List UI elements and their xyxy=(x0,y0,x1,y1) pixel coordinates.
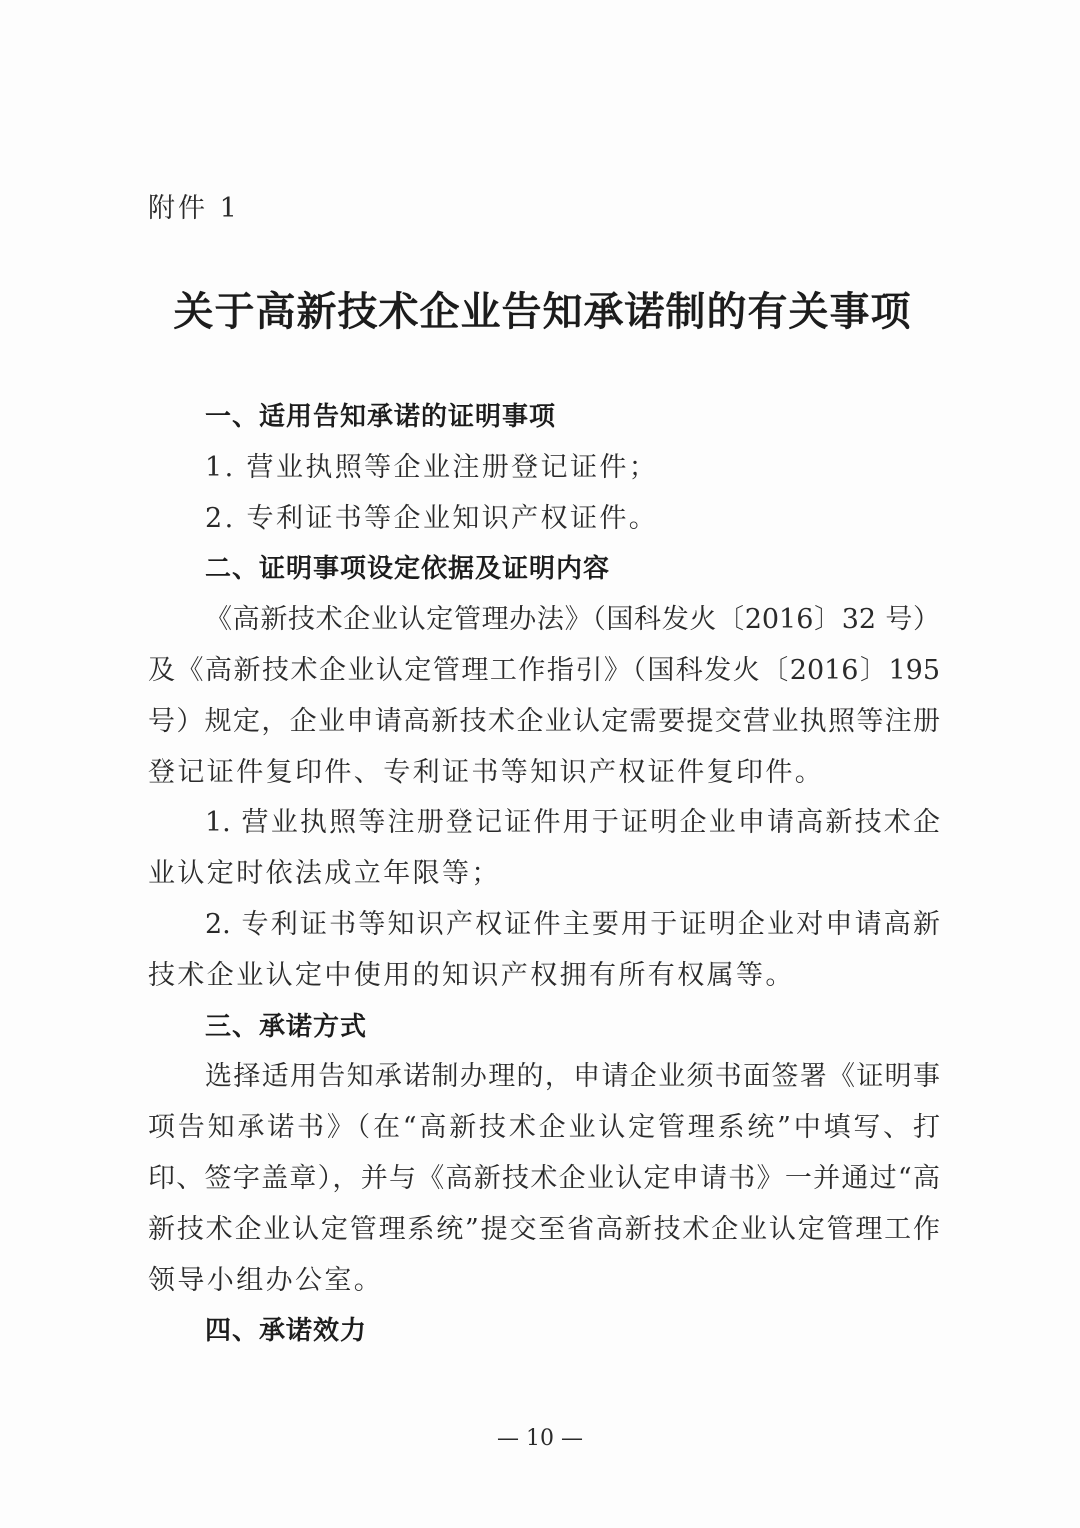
list-item: 2. 专利证书等企业知识产权证件。 xyxy=(205,502,659,534)
list-item: 1. 营业执照等企业注册登记证件； xyxy=(205,451,659,483)
paragraph-line: 1. 营业执照等注册登记证件用于证明企业申请高新技术企 xyxy=(205,807,940,839)
paragraph-line: 业认定时依法成立年限等； xyxy=(148,858,501,890)
attachment-label: 附件 1 xyxy=(148,193,240,224)
paragraph-line: 技术企业认定中使用的知识产权拥有所有权属等。 xyxy=(148,959,795,991)
section-heading: 四、承诺效力 xyxy=(205,1316,368,1347)
document-body xyxy=(148,392,940,1357)
paragraph-line: 项告知承诺书》（在“高新技术企业认定管理系统”中填写、打 xyxy=(148,1112,940,1144)
paragraph-line: 新技术企业认定管理系统”提交至省高新技术企业认定管理工作 xyxy=(148,1213,940,1245)
paragraph-line: 《高新技术企业认定管理办法》（国科发火〔2016〕32 号） xyxy=(205,604,940,636)
paragraph-line: 选择适用告知承诺制办理的，申请企业须书面签署《证明事 xyxy=(205,1061,940,1093)
paragraph-line: 印、签字盖章），并与《高新技术企业认定申请书》一并通过“高 xyxy=(148,1162,940,1194)
section-heading: 二、证明事项设定依据及证明内容 xyxy=(205,554,611,585)
paragraph-line: 及《高新技术企业认定管理工作指引》（国科发火〔2016〕195 xyxy=(148,654,940,686)
section-heading: 三、承诺方式 xyxy=(205,1011,368,1042)
page-number: — 10 — xyxy=(497,1426,583,1451)
paragraph-line: 2. 专利证书等知识产权证件主要用于证明企业对申请高新 xyxy=(205,908,940,940)
paragraph-line: 登记证件复印件、专利证书等知识产权证件复印件。 xyxy=(148,756,825,788)
document-title: 关于高新技术企业告知承诺制的有关事项 xyxy=(173,288,912,335)
section-heading: 一、适用告知承诺的证明事项 xyxy=(205,402,557,432)
paragraph-line: 领导小组办公室。 xyxy=(148,1264,384,1296)
paragraph-line: 号）规定，企业申请高新技术企业认定需要提交营业执照等注册 xyxy=(148,705,940,737)
